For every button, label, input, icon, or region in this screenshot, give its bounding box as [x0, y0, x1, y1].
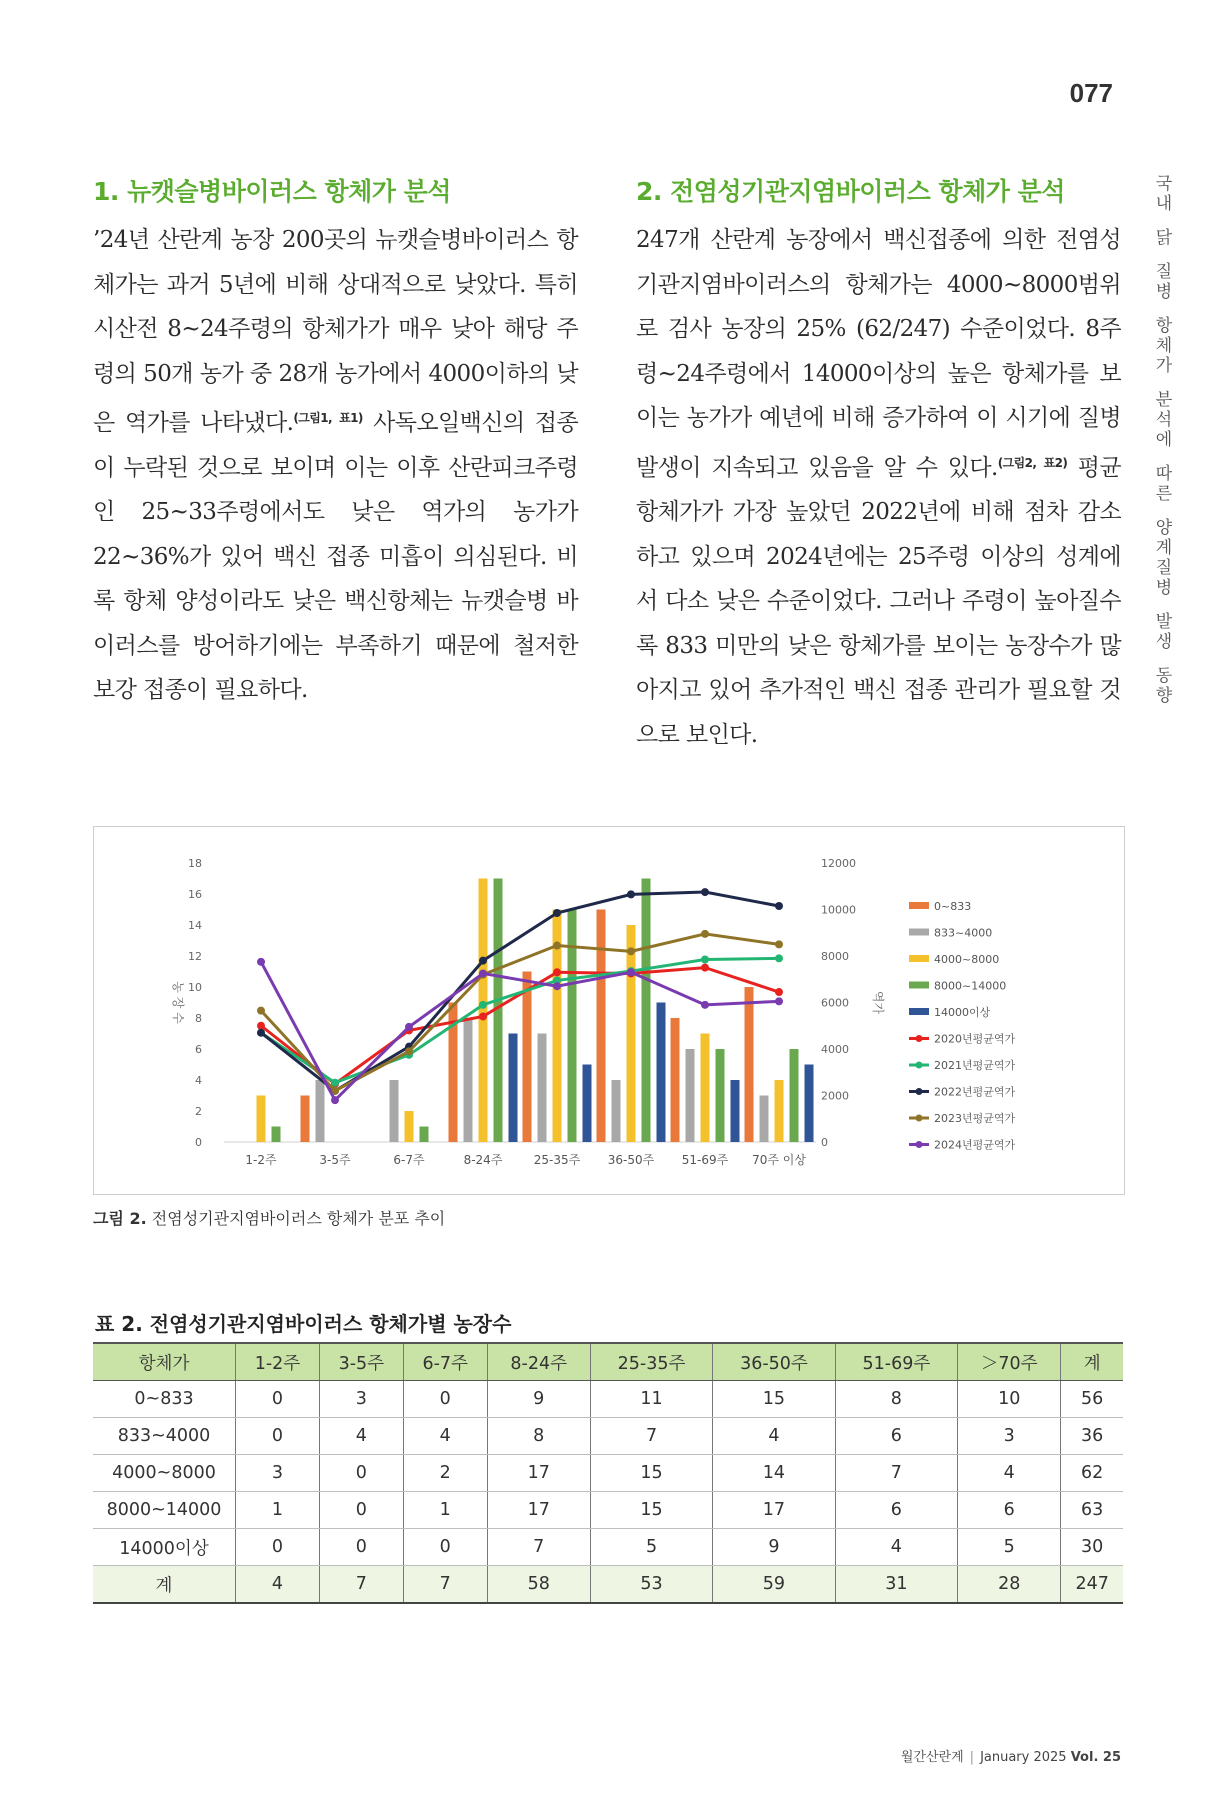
table-header-cell: 36-50주 [713, 1343, 835, 1381]
y-right-tick-label: 10000 [821, 903, 856, 917]
side-title-char: 에 [1155, 430, 1173, 450]
side-title-char: 국 [1155, 174, 1173, 194]
point-2020년평균역가 [257, 1022, 265, 1030]
legend-marker [916, 1035, 923, 1042]
point-2022년평균역가 [627, 890, 635, 898]
table-cell: 1 [403, 1492, 487, 1529]
y-left-tick-label: 6 [195, 1043, 202, 1056]
point-2023년평균역가 [405, 1047, 413, 1055]
table-cell: 7 [319, 1566, 403, 1604]
legend-label: 2024년평균역가 [934, 1138, 1016, 1152]
table-cell: 14000이상 [93, 1529, 236, 1566]
y-left-tick-label: 12 [188, 950, 202, 963]
point-2024년평균역가 [553, 982, 561, 990]
side-title-char: 가 [1155, 356, 1173, 376]
side-title-char: 항 [1155, 316, 1173, 336]
table-row [93, 1529, 1123, 1566]
legend-swatch [909, 929, 929, 936]
point-2020년평균역가 [775, 988, 783, 996]
table-cell: 0 [319, 1529, 403, 1566]
table-cell: 28 [958, 1566, 1061, 1604]
legend-swatch [909, 1008, 929, 1015]
side-title-char: 내 [1155, 194, 1173, 214]
side-title-char: 질 [1155, 558, 1173, 578]
side-title-char: 생 [1155, 632, 1173, 652]
x-tick-label: 3-5주 [319, 1153, 351, 1167]
section-nd-antibody [93, 172, 578, 713]
point-2024년평균역가 [405, 1023, 413, 1031]
table-title: 표 2. 전염성기관지염바이러스 항체가별 농장수 [95, 1312, 512, 1336]
section-heading: 1. 뉴캣슬병바이러스 항체가 분석 [93, 177, 451, 206]
bar-4000~8000 [775, 1080, 784, 1142]
point-2022년평균역가 [479, 957, 487, 965]
point-2023년평균역가 [553, 942, 561, 950]
bar-0~833 [597, 910, 606, 1143]
bar-0~833 [671, 1018, 680, 1142]
point-2020년평균역가 [479, 1012, 487, 1020]
y-left-tick-label: 14 [188, 919, 202, 932]
table-cell: 15 [590, 1492, 712, 1529]
legend-swatch [909, 982, 929, 989]
side-title-char: 병 [1155, 578, 1173, 598]
point-2023년평균역가 [627, 947, 635, 955]
y-right-tick-label: 12000 [821, 857, 856, 870]
bar-833~4000 [316, 1080, 325, 1142]
section-heading: 2. 전염성기관지염바이러스 항체가 분석 [636, 177, 1065, 206]
table-cell: 30 [1061, 1529, 1123, 1566]
bar-4000~8000 [257, 1096, 266, 1143]
table-cell: 0~833 [93, 1381, 236, 1418]
bar-8000~14000 [790, 1049, 799, 1142]
table-cell: 15 [713, 1381, 835, 1418]
legend-marker [916, 1088, 923, 1095]
figure-caption: 그림 2. 전염성기관지염바이러스 항체가 분포 추이 [93, 1209, 446, 1228]
bar-833~4000 [612, 1080, 621, 1142]
point-2021년평균역가 [701, 955, 709, 963]
bar-8000~14000 [420, 1127, 429, 1143]
bar-8000~14000 [716, 1049, 725, 1142]
legend-label: 8000~14000 [934, 979, 1007, 993]
point-2022년평균역가 [553, 909, 561, 917]
table-cell: 5 [958, 1529, 1061, 1566]
bar-8000~14000 [642, 879, 651, 1143]
bar-14000이상 [731, 1080, 740, 1142]
legend-label: 2020년평균역가 [934, 1032, 1016, 1046]
point-2022년평균역가 [257, 1029, 265, 1037]
table-header-row [93, 1343, 1123, 1381]
x-tick-label: 1-2주 [245, 1153, 277, 1167]
x-tick-label: 8-24주 [463, 1153, 503, 1167]
table-cell: 0 [319, 1492, 403, 1529]
table-cell: 8 [835, 1381, 957, 1418]
table-cell: 63 [1061, 1492, 1123, 1529]
bar-4000~8000 [701, 1034, 710, 1143]
bar-8000~14000 [272, 1127, 281, 1143]
point-2022년평균역가 [775, 902, 783, 910]
bar-4000~8000 [405, 1111, 414, 1142]
bar-8000~14000 [568, 910, 577, 1143]
table-cell: 0 [403, 1529, 487, 1566]
point-2021년평균역가 [775, 954, 783, 962]
table-cell: 4 [713, 1418, 835, 1455]
table-cell: 계 [93, 1566, 236, 1604]
y-right-tick-label: 4000 [821, 1043, 849, 1056]
bar-833~4000 [390, 1080, 399, 1142]
bar-14000이상 [583, 1065, 592, 1143]
legend-label: 0~833 [934, 900, 972, 913]
point-2024년평균역가 [331, 1096, 339, 1104]
bar-0~833 [745, 987, 754, 1142]
bar-833~4000 [686, 1049, 695, 1142]
side-title-char: 계 [1155, 538, 1173, 558]
table-row [93, 1381, 1123, 1418]
table-cell: 9 [487, 1381, 590, 1418]
side-title-char: 발 [1155, 612, 1173, 632]
table-cell: 5 [590, 1529, 712, 1566]
table-cell: 4 [236, 1566, 320, 1604]
side-title-char: 향 [1155, 686, 1173, 706]
antibody-chart [93, 826, 1125, 1195]
table-cell: 4 [835, 1529, 957, 1566]
y-left-tick-label: 16 [188, 888, 202, 901]
point-2022년평균역가 [701, 888, 709, 896]
table-cell: 7 [590, 1418, 712, 1455]
side-title-char: 른 [1155, 484, 1173, 504]
x-tick-label: 51-69주 [681, 1153, 729, 1167]
table-cell: 14 [713, 1455, 835, 1492]
table-header-cell: 6-7주 [403, 1343, 487, 1381]
point-2024년평균역가 [775, 997, 783, 1005]
table-cell: 36 [1061, 1418, 1123, 1455]
legend-label: 14000이상 [934, 1006, 991, 1019]
bar-833~4000 [760, 1096, 769, 1143]
y-left-tick-label: 18 [188, 857, 202, 870]
table-cell: 833~4000 [93, 1418, 236, 1455]
side-title-char: 분 [1155, 390, 1173, 410]
table-header-cell: 8-24주 [487, 1343, 590, 1381]
figure-reference: (그림1, 표1) [293, 411, 363, 425]
table-cell: 3 [958, 1418, 1061, 1455]
point-2023년평균역가 [701, 930, 709, 938]
table-cell: 7 [487, 1529, 590, 1566]
y-left-tick-label: 4 [195, 1074, 202, 1087]
table-cell: 1 [236, 1492, 320, 1529]
table-cell: 3 [319, 1381, 403, 1418]
bar-14000이상 [805, 1065, 814, 1143]
table-cell: 6 [835, 1418, 957, 1455]
point-2024년평균역가 [479, 969, 487, 977]
table-cell: 0 [236, 1381, 320, 1418]
side-title-char: 닭 [1155, 228, 1173, 248]
point-2023년평균역가 [775, 940, 783, 948]
table-cell: 8000~14000 [93, 1492, 236, 1529]
side-title-char: 병 [1155, 282, 1173, 302]
table-cell: 0 [236, 1529, 320, 1566]
side-title-char: 양 [1155, 518, 1173, 538]
legend-label: 833~4000 [934, 926, 993, 940]
table-cell: 0 [236, 1418, 320, 1455]
point-2020년평균역가 [701, 964, 709, 972]
y-left-tick-label: 2 [195, 1105, 202, 1118]
table-cell: 10 [958, 1381, 1061, 1418]
table-cell: 6 [835, 1492, 957, 1529]
table-row [93, 1455, 1123, 1492]
y-right-axis-label: 역가 [871, 990, 885, 1015]
y-left-tick-label: 10 [188, 981, 202, 994]
y-right-tick-label: 2000 [821, 1089, 849, 1103]
y-right-tick-label: 8000 [821, 950, 849, 963]
table-header-cell: 계 [1061, 1343, 1123, 1381]
point-2020년평균역가 [553, 968, 561, 976]
x-tick-label: 25-35주 [533, 1153, 581, 1167]
table-header-cell: 51-69주 [835, 1343, 957, 1381]
footer: 월간산란계 | January 2025 Vol. 25 [900, 1750, 1121, 1765]
table-cell: 31 [835, 1566, 957, 1604]
point-2021년평균역가 [479, 1001, 487, 1009]
side-title-char: 석 [1155, 410, 1173, 430]
table-cell: 3 [236, 1455, 320, 1492]
table-header-cell: 25-35주 [590, 1343, 712, 1381]
legend-label: 4000~8000 [934, 953, 1000, 966]
bar-0~833 [301, 1096, 310, 1143]
bar-833~4000 [464, 1018, 473, 1142]
legend-marker [916, 1115, 923, 1122]
x-tick-label: 70주 이상 [752, 1153, 806, 1167]
table-cell: 247 [1061, 1566, 1123, 1604]
bar-14000이상 [509, 1034, 518, 1143]
point-2024년평균역가 [701, 1001, 709, 1009]
side-title-char: 체 [1155, 336, 1173, 356]
table-cell: 17 [713, 1492, 835, 1529]
x-tick-label: 36-50주 [607, 1153, 655, 1167]
table-cell: 62 [1061, 1455, 1123, 1492]
point-2024년평균역가 [627, 968, 635, 976]
table-cell: 17 [487, 1492, 590, 1529]
y-left-axis-label: 농 장 수 [171, 981, 185, 1024]
table-cell: 11 [590, 1381, 712, 1418]
bar-4000~8000 [627, 925, 636, 1142]
section-body: 247개 산란계 농장에서 백신접종에 의한 전염성기관지염바이러스의 항체가는 4000~8000범위로 검사 농장의 25% (62/247) 수준이었다. 8주령~24주령에서 14000이상의 높은 항체가를 보이는 농가가 예년에 비해 증가하여 이 시기에 질병 발생이 지속되고 있음을 알 수 있다.$^{(그림2, 표2)}$ 평균 항체가가 가장 높았던 2022년에 비해 점차 감소하고 있으며 2024년에는 25주령 이상의 성계에서 다소 낮은 수준이었다. 그러나 주령이 높아질수록 833 미만의 낮은 항체가를 보이는 농장수가 많아지고 있어 추가적인 백신 접종 관리가 필요할 것으로 보인다. [636, 227, 1122, 748]
bar-0~833 [523, 972, 532, 1143]
table-header-cell: 3-5주 [319, 1343, 403, 1381]
table-cell: 0 [319, 1455, 403, 1492]
table-header-cell: 항체가 [93, 1343, 236, 1381]
y-right-tick-label: 0 [821, 1136, 828, 1149]
table-cell: 6 [958, 1492, 1061, 1529]
table-cell: 53 [590, 1566, 712, 1604]
table-cell: 4 [958, 1455, 1061, 1492]
table-cell: 0 [403, 1381, 487, 1418]
bar-833~4000 [538, 1034, 547, 1143]
x-tick-label: 6-7주 [393, 1153, 425, 1167]
table-cell: 2 [403, 1455, 487, 1492]
y-right-tick-label: 6000 [821, 996, 849, 1010]
table-header-cell: 1-2주 [236, 1343, 320, 1381]
table-cell: 4 [319, 1418, 403, 1455]
table-cell: 9 [713, 1529, 835, 1566]
bar-4000~8000 [479, 879, 488, 1143]
table-row [93, 1492, 1123, 1529]
y-left-tick-label: 0 [195, 1136, 202, 1149]
figure-reference: (그림2, 표2) [997, 455, 1068, 470]
table-header-cell: ＞70주 [958, 1343, 1061, 1381]
table-row [93, 1418, 1123, 1455]
point-2024년평균역가 [257, 958, 265, 966]
table-cell: 17 [487, 1455, 590, 1492]
table-cell: 59 [713, 1566, 835, 1604]
table-cell: 56 [1061, 1381, 1123, 1418]
legend-label: 2022년평균역가 [934, 1085, 1016, 1099]
chart-svg [94, 827, 1124, 1194]
page-number: 077 [1069, 78, 1113, 108]
legend-marker [916, 1141, 923, 1148]
legend-label: 2021년평균역가 [934, 1059, 1016, 1072]
legend-swatch [909, 955, 929, 962]
bar-14000이상 [657, 1003, 666, 1143]
y-left-tick-label: 8 [195, 1012, 202, 1025]
table-cell: 7 [403, 1566, 487, 1604]
table-cell: 58 [487, 1566, 590, 1604]
point-2021년평균역가 [331, 1079, 339, 1087]
side-title-char: 질 [1155, 262, 1173, 282]
table-cell: 7 [835, 1455, 957, 1492]
section-body: ’24년 산란계 농장 200곳의 뉴캣슬병바이러스 항체가는 과거 5년에 비해 상대적으로 낮았다. 특히 시산전 8~24주령의 항체가가 매우 낮아 해당 주령의 50개 농가 중 28개 농가에서 4000이하의 낮은 역가를 나타냈다.$^{(그림1, 표1)}$ 사독오일백신의 접종이 누락된 것으로 보이며 이는 이후 산란피크주령인 25~33주령에서도 낮은 역가의 농가가 22~36%가 있어 백신 접종 미흡이 의심된다. 비록 항체 양성이라도 낮은 백신항체는 뉴캣슬병 바이러스를 방어하기에는 부족하기 때문에 철저한 보강 접종이 필요하다. [93, 227, 579, 703]
section-ib-antibody [636, 172, 1121, 757]
antibody-table [93, 1342, 1123, 1604]
side-title [1151, 174, 1177, 706]
table-cell: 4000~8000 [93, 1455, 236, 1492]
table-cell: 8 [487, 1418, 590, 1455]
point-2023년평균역가 [257, 1007, 265, 1015]
legend-marker [916, 1062, 923, 1069]
legend-swatch [909, 902, 929, 909]
table-body [93, 1381, 1123, 1604]
table-cell: 15 [590, 1455, 712, 1492]
side-title-char: 동 [1155, 666, 1173, 686]
table-cell: 4 [403, 1418, 487, 1455]
legend-label: 2023년평균역가 [934, 1112, 1016, 1125]
side-title-char: 따 [1155, 464, 1173, 484]
table-total-row [93, 1566, 1123, 1604]
